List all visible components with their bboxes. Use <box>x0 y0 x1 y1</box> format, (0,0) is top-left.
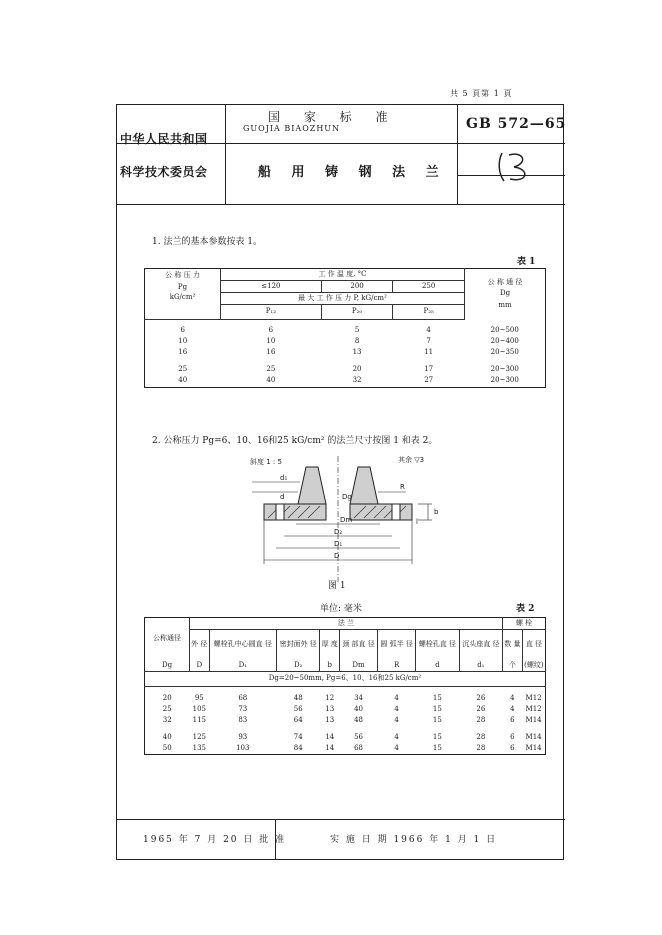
table-row <box>145 743 546 755</box>
t1-cell: 20 <box>352 365 362 374</box>
fig-rest-label: 其余 ▽3 <box>398 456 425 464</box>
t2-cell: 4 <box>394 732 399 741</box>
t2-sym: d <box>416 660 459 672</box>
t2-header-arc: 圆 弧半 径 <box>378 630 416 661</box>
t2-cell: 28 <box>476 743 486 752</box>
t2-header-counter: 沉头座直 径 <box>459 630 502 661</box>
t2-cell: 28 <box>476 715 486 724</box>
t2-cell: 4 <box>394 693 399 702</box>
t1-cell: 27 <box>424 376 434 385</box>
organization-line-1: 中华人民共和国 <box>120 132 208 146</box>
fig-label-D1: D₁ <box>334 540 343 548</box>
t1-header-t3: 250 <box>393 281 465 293</box>
t2-cell: 64 <box>293 715 303 724</box>
t2-cell: 4 <box>510 704 515 713</box>
t2-cell: 48 <box>354 715 364 724</box>
t2-cell: 105 <box>192 704 206 713</box>
t2-cell: 14 <box>325 743 335 752</box>
t1-header-dia: 公 称 通 径 Dg mm <box>465 269 546 320</box>
fig-label-Dm: Dm <box>340 516 353 524</box>
t1-cell: 11 <box>424 348 434 357</box>
t1-cell: 25 <box>178 365 188 374</box>
t1-header-t2: 200 <box>321 281 393 293</box>
t2-cell: 28 <box>476 732 486 741</box>
table1 <box>144 268 546 388</box>
t2-cell: 15 <box>432 715 442 724</box>
standard-code: GB 572—65 <box>466 116 567 132</box>
t2-cell: 74 <box>293 732 303 741</box>
t1-cell: 40 <box>266 376 276 385</box>
t2-sym: D <box>190 660 210 672</box>
t1-header-p1: P₁₂ <box>221 305 322 320</box>
table-row <box>145 715 546 726</box>
t2-cell: M14 <box>525 715 542 724</box>
t2-cell: 34 <box>354 693 364 702</box>
t2-cell: 6 <box>510 743 515 752</box>
t2-header-dia: 公称通径 <box>145 618 190 661</box>
t2-sym: 个 <box>503 660 523 672</box>
figure-caption: 图 1 <box>328 581 346 591</box>
t1-cell: 13 <box>352 348 362 357</box>
t2-cell: 40 <box>354 704 364 713</box>
t2-header-hole: 螺栓孔直 径 <box>416 630 459 661</box>
t2-cell: 40 <box>162 732 172 741</box>
t2-cell: M12 <box>525 693 542 702</box>
t2-cell: 13 <box>325 715 335 724</box>
t1-cell: 16 <box>178 348 188 357</box>
t2-cell: 4 <box>394 715 399 724</box>
t2-header-outer: 外 径 <box>190 630 210 661</box>
standard-label-pinyin: GUOJIA BIAOZHUN <box>243 124 341 133</box>
t1-cell: 20~300 <box>490 376 519 385</box>
t2-header-neck: 颈 部直 径 <box>340 630 378 661</box>
table-row <box>145 704 546 715</box>
footer-divider <box>117 819 565 820</box>
approval-date: 1965 年 7 月 20 日 批 准 <box>143 835 287 845</box>
t1-cell: 10 <box>178 337 188 346</box>
t2-cell: 95 <box>194 693 204 702</box>
effective-date: 实 施 日 期 1966 年 1 月 1 日 <box>330 835 498 845</box>
t2-cell: M14 <box>525 732 542 741</box>
header-col-divider-2 <box>457 105 458 205</box>
t1-header-maxp: 最 大 工 作 压 力 P, kG/cm² <box>221 293 465 305</box>
t2-cell: 50 <box>162 743 172 752</box>
fig-label-D: D <box>334 552 340 560</box>
header-divider-bottom <box>117 204 565 205</box>
t2-cell: 115 <box>192 715 206 724</box>
table-row <box>145 348 546 359</box>
t1-cell: 6 <box>268 326 274 335</box>
table-row <box>145 337 546 348</box>
t1-header-pressure: 公 称 压 力 Pg kG/cm² <box>145 269 221 305</box>
fig-label-R: R <box>400 483 405 491</box>
table-row <box>145 365 546 376</box>
t2-cell: 6 <box>510 732 515 741</box>
fig-label-l: l <box>416 518 418 526</box>
table2 <box>144 617 546 755</box>
t1-cell: 10 <box>266 337 276 346</box>
t2-range-note: Dg=20~50mm, Pg=6、10、16和25 kG/cm² <box>145 672 546 687</box>
fig-label-d1: d₁ <box>280 474 288 482</box>
t2-cell: 4 <box>510 693 515 702</box>
t2-cell: 15 <box>432 704 442 713</box>
fig-label-Dg: Dg <box>342 493 352 501</box>
t2-cell: 15 <box>432 693 442 702</box>
t2-header-count: 数 量 <box>503 630 523 661</box>
page-count: 共 5 頁第 1 頁 <box>450 89 513 98</box>
t2-header-seal: 密封面外 径 <box>276 630 319 661</box>
t2-sym: D₁ <box>209 660 276 672</box>
t1-header-p3: P₂₅ <box>393 305 465 320</box>
t1-cell: 20~350 <box>490 348 519 357</box>
table2-caption: 表 2 <box>516 604 535 614</box>
t1-header-p2: P₂₀ <box>321 305 393 320</box>
t2-cell: 25 <box>162 704 172 713</box>
t2-cell: 12 <box>325 693 335 702</box>
t1-cell: 5 <box>354 326 360 335</box>
t2-cell: 56 <box>293 704 303 713</box>
t2-header-flange: 法 兰 <box>190 618 503 630</box>
t2-cell: 68 <box>238 693 248 702</box>
paragraph-1: 1. 法兰的基本参数按表 1。 <box>152 237 263 247</box>
t2-header-bolt: 螺 栓 <box>503 618 546 630</box>
t2-sym: d₁ <box>459 660 502 672</box>
t2-cell: 15 <box>432 732 442 741</box>
flange-drawing <box>236 452 456 587</box>
t1-cell: 32 <box>352 376 362 385</box>
t2-sym: (螺纹) <box>522 660 545 672</box>
t1-cell: 25 <box>266 365 276 374</box>
standard-label-cn: 国 家 标 准 <box>268 110 398 124</box>
t1-header-t1: ≤120 <box>221 281 322 293</box>
table-row <box>145 693 546 704</box>
t2-cell: 83 <box>238 715 248 724</box>
t2-cell: 93 <box>238 732 248 741</box>
t1-cell: 16 <box>266 348 276 357</box>
t2-sym: R <box>378 660 416 672</box>
t2-cell: 20 <box>162 693 172 702</box>
t2-cell: 6 <box>510 715 515 724</box>
t1-cell: 6 <box>180 326 185 335</box>
t2-cell: 4 <box>394 704 399 713</box>
table-row <box>145 732 546 743</box>
t2-cell: 73 <box>238 704 248 713</box>
t2-cell: 68 <box>354 743 364 752</box>
t2-cell: 4 <box>394 743 399 752</box>
t2-header-thick: 厚 度 <box>320 630 340 661</box>
t2-sym: Dg <box>145 660 190 672</box>
t1-cell: 8 <box>354 337 360 346</box>
t2-cell: M12 <box>525 704 542 713</box>
table-row <box>145 376 546 388</box>
t2-cell: 32 <box>162 715 172 724</box>
t2-cell: 26 <box>476 704 486 713</box>
t1-cell: 17 <box>424 365 434 374</box>
t1-cell: 20~500 <box>490 326 519 335</box>
t2-sym: Dm <box>340 660 378 672</box>
fig-slope-label: 斜度 1 : 5 <box>250 458 282 466</box>
t2-cell: 14 <box>325 732 335 741</box>
t2-cell: 56 <box>354 732 364 741</box>
t2-cell: 48 <box>293 693 303 702</box>
document-title: 船 用 铸 钢 法 兰 <box>258 165 447 180</box>
header-col-divider-1 <box>225 105 226 205</box>
t2-cell: M14 <box>525 743 542 752</box>
organization-line-2: 科学技术委员会 <box>120 165 208 179</box>
t2-cell: 125 <box>192 732 206 741</box>
paragraph-2: 2. 公称压力 Pg=6、10、16和25 kG/cm² 的法兰尺寸按图 1 和表 2。 <box>152 436 438 446</box>
fig-label-b: b <box>434 508 439 516</box>
t1-cell: 20~400 <box>490 337 519 346</box>
t1-cell: 40 <box>178 376 188 385</box>
t1-cell: 20~300 <box>490 365 519 374</box>
t2-cell: 135 <box>192 743 206 752</box>
t2-cell: 26 <box>476 693 486 702</box>
fig-label-d: d <box>280 493 285 501</box>
handwritten-mark <box>496 147 536 191</box>
t2-sym: D₂ <box>276 660 319 672</box>
t2-header-bdia: 直 径 <box>525 640 542 649</box>
t1-header-temp: 工 作 温 度, °C <box>221 269 465 281</box>
t2-header-boltc: 螺栓孔中心圆直 径 <box>209 630 276 661</box>
t2-sym: b <box>320 660 340 672</box>
t2-cell: 13 <box>325 704 335 713</box>
t2-cell: 103 <box>236 743 250 752</box>
t2-cell: 15 <box>432 743 442 752</box>
t1-cell: 7 <box>426 337 431 346</box>
table1-caption: 表 1 <box>517 257 536 267</box>
t1-cell: 4 <box>426 326 431 335</box>
table-row <box>145 326 546 337</box>
fig-label-D2: D₂ <box>334 528 343 536</box>
t1-header-blank <box>145 305 221 320</box>
t2-cell: 84 <box>293 743 303 752</box>
table2-unit: 单位: 毫米 <box>320 604 362 614</box>
